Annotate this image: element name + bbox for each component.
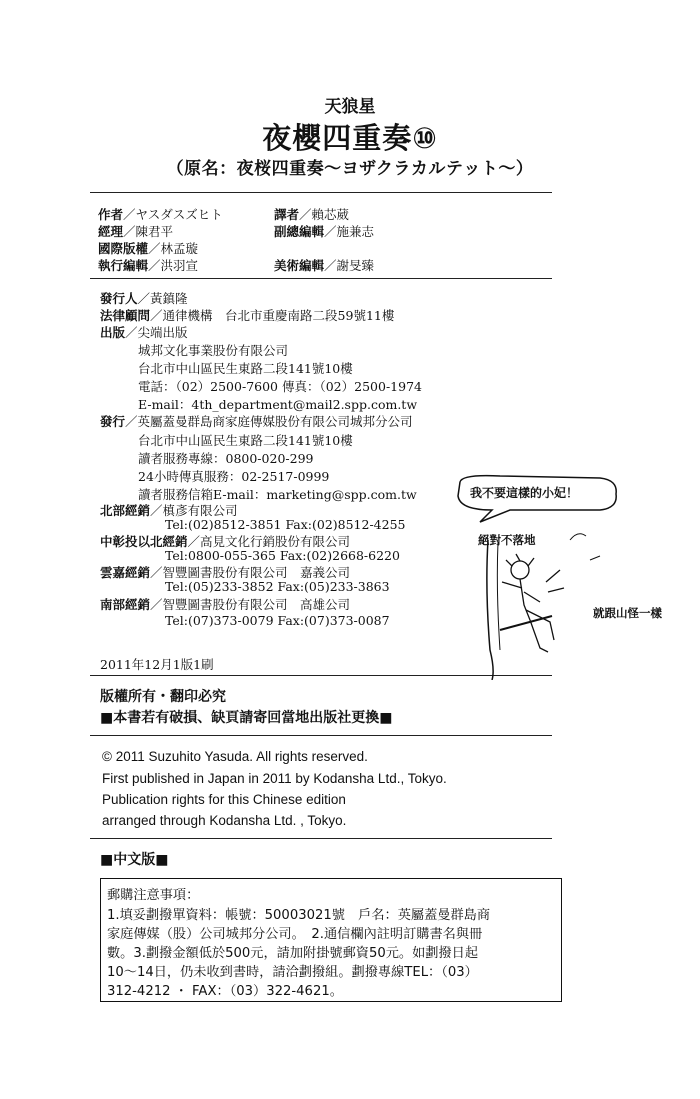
doodle-bubble-text: 我不要這樣的小妃！ <box>470 486 579 500</box>
copyright-en-line: Publication rights for this Chinese edition <box>102 792 346 807</box>
pole <box>487 540 493 680</box>
region-chiayi: 雲嘉經銷／智豐圖書股份有限公司 嘉義公司 <box>100 565 351 580</box>
publisher: 出版／尖端出版 <box>100 325 188 340</box>
distributor-line: 台北市中山區民生東路二段141號10樓 <box>138 433 353 448</box>
credit-author: 作者／ヤスダスズヒト <box>98 207 223 222</box>
credit-translator: 譯者／賴芯葳 <box>274 207 350 222</box>
divider <box>90 838 552 839</box>
book-title: 夜櫻四重奏⑩ <box>262 121 438 155</box>
edition-date: 2011年12月1版1刷 <box>100 657 214 672</box>
copyright-en-line: First published in Japan in 2011 by Kodansha Ltd., Tokyo. <box>102 771 447 786</box>
publisher-line: 電話：（02）2500-7600 傳真：（02）2500-1974 <box>138 379 422 394</box>
mail-order-line: 10～14日，仍未收到書時，請洽劃撥組。劃撥專線TEL：（03） <box>107 965 478 980</box>
pole-edge <box>497 542 500 650</box>
chinese-edition-label: ■中文版■ <box>100 852 169 868</box>
copyright-notice: 版權所有・翻印必究 <box>100 689 226 705</box>
credit-rights: 國際版權／林孟璇 <box>98 241 199 256</box>
divider <box>90 278 552 279</box>
publisher-line: 城邦文化事業股份有限公司 <box>138 343 289 358</box>
copyright-en-line: arranged through Kodansha Ltd. , Tokyo. <box>102 813 347 828</box>
region-central: 中彰投以北經銷／高見文化行銷股份有限公司 <box>100 534 351 549</box>
region-north-contact: Tel:(02)8512-3851 Fax:(02)8512-4255 <box>165 517 406 532</box>
legal-counsel: 法律顧問／通律機構 台北市重慶南路二段59號11樓 <box>100 308 395 323</box>
copyright-en-line: © 2011 Suzuhito Yasuda. All rights reserved. <box>102 749 368 764</box>
doodle-note-ground: 絕對不落地 <box>478 533 536 547</box>
region-south: 南部經銷／智豐圖書股份有限公司 高雄公司 <box>100 597 351 612</box>
distributor-line: 讀者服務信箱E-mail：marketing@spp.com.tw <box>138 487 417 502</box>
figure <box>500 554 564 652</box>
credit-deputy-editor: 副總編輯／施兼志 <box>274 224 375 239</box>
original-title: （原名：夜桜四重奏～ヨザクラカルテット～） <box>166 159 534 179</box>
distributor: 發行／英屬蓋曼群島商家庭傳媒股份有限公司城邦分公司 <box>100 414 413 429</box>
distributor-line: 24小時傳真服務：02-2517-0999 <box>138 469 330 484</box>
publisher-line: 台北市中山區民生東路二段141號10樓 <box>138 361 353 376</box>
divider <box>90 735 552 736</box>
region-central-contact: Tel:0800-055-365 Fax:(02)2668-6220 <box>165 548 400 563</box>
series-name: 天狼星 <box>324 97 376 117</box>
divider <box>90 192 552 193</box>
mail-order-line: 數。3.劃撥金額低於500元，請加附掛號郵資50元。如劃撥日起 <box>107 946 479 961</box>
region-north: 北部經銷／槙彥有限公司 <box>100 503 238 518</box>
doodle-note-mountain: 就跟山怪一樣 <box>593 606 662 620</box>
mail-order-line: 1.填妥劃撥單資料：帳號：50003021號 戶名：英屬蓋曼群島商 <box>107 908 491 923</box>
region-chiayi-contact: Tel:(05)233-3852 Fax:(05)233-3863 <box>165 579 390 594</box>
damage-notice: ■本書若有破損、缺頁請寄回當地出版社更換■ <box>100 710 393 726</box>
doodle-illustration <box>440 470 680 680</box>
credit-manager: 經理／陳君平 <box>98 224 174 239</box>
region-south-contact: Tel:(07)373-0079 Fax:(07)373-0087 <box>165 613 390 628</box>
mail-order-line: 家庭傳媒（股）公司城邦分公司。 2.通信欄內註明訂購書名與冊 <box>107 927 483 942</box>
credit-editor: 執行編輯／洪羽宣 <box>98 258 199 273</box>
motion-lines <box>570 534 600 560</box>
distributor-line: 讀者服務專線：0800-020-299 <box>138 451 314 466</box>
mail-order-line: 312-4212 ・ FAX：（03）322-4621。 <box>107 984 343 999</box>
issuer: 發行人／黃鎮隆 <box>100 291 188 306</box>
credit-art-editor: 美術編輯／謝旻臻 <box>274 258 375 273</box>
publisher-line: E-mail：4th_department@mail2.spp.com.tw <box>138 397 418 412</box>
mail-order-title: 郵購注意事項： <box>107 888 200 903</box>
